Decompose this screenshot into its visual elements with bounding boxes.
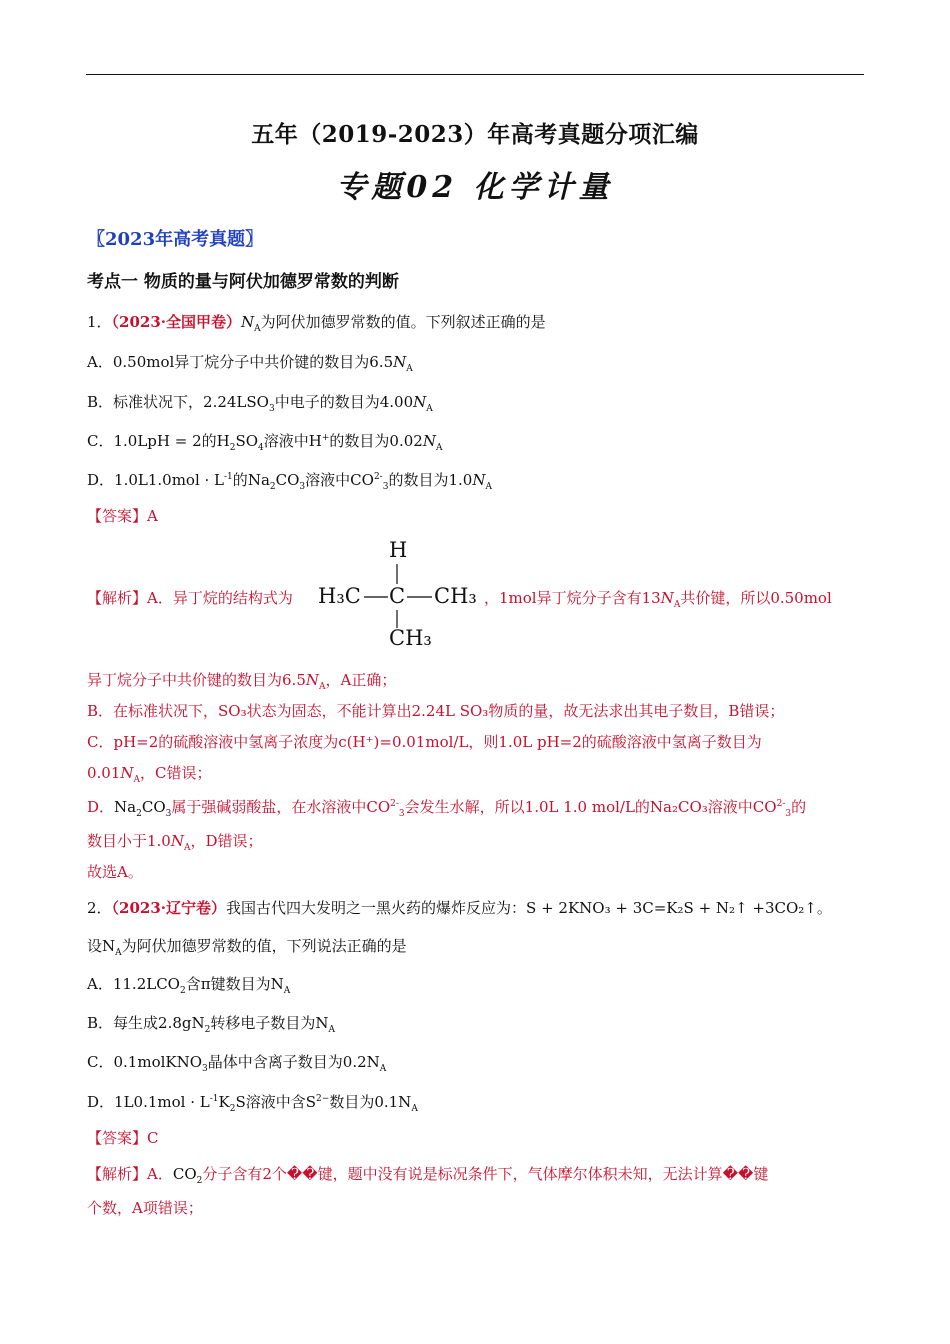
reaction-equation: S + 2KNO₃ + 3C=K₂S + N₂↑ +3CO₂↑ [526, 899, 817, 917]
question-1-explanation-d-line1: D．$Na_2CO_3$属于强碱弱酸盐，在水溶液中$CO^{2-}_3$会发生水解，所以1.0L 1.0 mol/L的Na₂CO₃溶液中$CO^{2-}_3$的 [87, 798, 807, 819]
section-year-heading: 〖2023年高考真题〗 [87, 229, 264, 250]
question-1-option-b: B．标准状况下，$2.24LSO_3$中电子的数目为$4.00N_A$ [87, 393, 433, 414]
question-1-explanation-a-line1-post: ，1mol异丁烷分子含有$13N_A$共价键，所以0.50mol [484, 589, 832, 610]
question-1-explanation-a-line2: 异丁烷分子中共价键的数目为$6.5N_A$，A正确； [87, 671, 397, 692]
question-2-answer: 【答案】C [87, 1129, 159, 1147]
question-1-conclusion: 故选A。 [87, 863, 143, 881]
header-rule [86, 74, 864, 75]
question-2-option-b: B．每生成$2.8gN_2$转移电子数目为$N_A$ [87, 1014, 335, 1035]
question-1-source: （2023·全国甲卷） [111, 313, 242, 331]
topic-heading: 考点一 物质的量与阿伏加德罗常数的判断 [87, 272, 399, 292]
question-1-explanation-b: B．在标准状况下，SO₃状态为固态，不能计算出2.24L SO₃物质的量，故无法求出其电子数目，B错误； [87, 702, 785, 720]
question-1-explanation-c-line1: C．pH=2的硫酸溶液中氢离子浓度为c(H⁺)=0.01mol/L，则1.0L pH=2的硫酸溶液中氢离子数目为 [87, 733, 762, 751]
question-1-explanation-d-line2: 数目小于$1.0N_A$，D错误； [87, 832, 263, 853]
question-2-option-d: D．$1L0.1mol \cdot L^{-1}K_2S$溶液中含$S^{2-}$数目为$0.1N_A$ [87, 1093, 418, 1114]
question-1-option-a: A．0.50mol异丁烷分子中共价键的数目为$6.5N_A$ [87, 353, 413, 374]
question-2-source: （2023·辽宁卷） [111, 899, 227, 917]
question-2-option-c: C．0.1molKNO$_3$晶体中含离子数目为$0.2N_A$ [87, 1053, 387, 1074]
question-2-stem-line2: 设$N_A$为阿伏加德罗常数的值，下列说法正确的是 [87, 937, 407, 958]
question-2-explanation-line1: 【解析】A．$CO_2$分子含有2个��键，题中没有说是标况条件下，气体摩尔体积未知，无法计算��键 [87, 1165, 769, 1186]
question-2-explanation-line2: 个数，A项错误； [87, 1199, 203, 1217]
question-2-stem-line1: 2．（2023·辽宁卷）我国古代四大发明之一黑火药的爆炸反应为：S + 2KNO₃ + 3C=K₂S + N₂↑ +3CO₂↑。 [87, 899, 832, 917]
question-1-explanation-c-line2: $0.01N_A$，C错误； [87, 764, 212, 785]
document-subtitle: 专题02 化学计量 [336, 170, 614, 205]
question-1-stem: 1．（2023·全国甲卷）$N_A$为阿伏加德罗常数的值。下列叙述正确的是 [87, 313, 546, 334]
bond-lines [318, 538, 478, 656]
question-1-option-c: C．1.0LpH = 2的$H_2SO_4$溶液中H+的数目为$0.02N_A$ [87, 432, 443, 453]
question-1-answer: 【答案】A [87, 507, 158, 525]
isobutane-structure: H H₃C C CH₃ CH₃ [318, 538, 478, 656]
question-1-option-d: D．$1.0L1.0mol \cdot L^{-1}$的$Na_2CO_3$溶液中$CO^{2-}_3$的数目为$1.0N_A$ [87, 471, 492, 492]
document-title: 五年（2019-2023）年高考真题分项汇编 [251, 121, 699, 148]
question-2-option-a: A．$11.2LCO_2$含π键数目为$N_A$ [87, 975, 291, 996]
question-1-explanation-a-line1-pre: 【解析】A．异丁烷的结构式为 [87, 589, 293, 607]
